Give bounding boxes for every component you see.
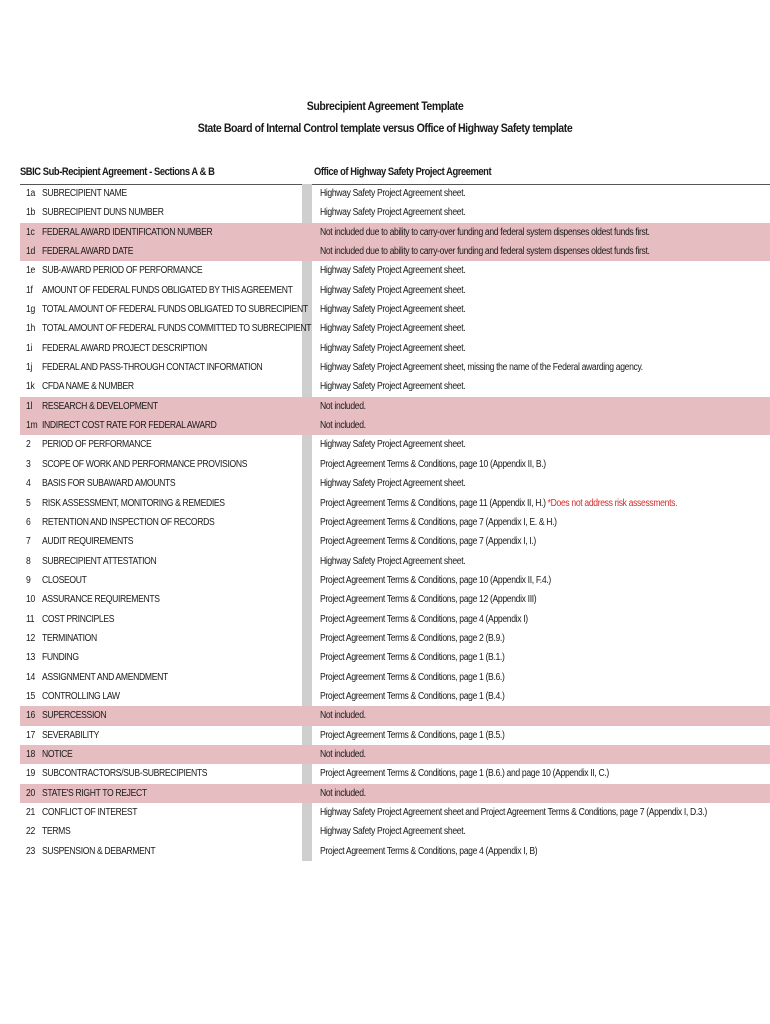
reference-text: Project Agreement Terms & Conditions, page 1 (B.4.) bbox=[320, 690, 505, 702]
section-name: RESEARCH & DEVELOPMENT bbox=[42, 400, 158, 412]
agreement-reference bbox=[320, 842, 537, 861]
agreement-reference bbox=[320, 552, 465, 571]
table-row bbox=[20, 358, 770, 377]
row-number: 1m bbox=[26, 420, 38, 432]
reference-text: Highway Safety Project Agreement sheet, missing the name of the Federal awarding agency. bbox=[320, 362, 643, 374]
row-number: 1l bbox=[26, 400, 33, 412]
table-row bbox=[20, 474, 770, 493]
table-row bbox=[20, 223, 770, 242]
comparison-table bbox=[20, 184, 770, 861]
row-number: 1c bbox=[26, 226, 35, 238]
section-name: SUBRECIPIENT DUNS NUMBER bbox=[42, 207, 164, 219]
reference-text: Highway Safety Project Agreement sheet. bbox=[320, 342, 466, 354]
row-number: 1d bbox=[26, 246, 35, 258]
section-name: FEDERAL AWARD IDENTIFICATION NUMBER bbox=[42, 226, 213, 238]
reference-text: Highway Safety Project Agreement sheet. bbox=[320, 207, 466, 219]
section-name: SUBRECIPIENT NAME bbox=[42, 188, 127, 199]
row-number: 4 bbox=[26, 478, 31, 490]
agreement-reference bbox=[320, 455, 546, 474]
agreement-reference bbox=[320, 261, 465, 280]
table-row bbox=[20, 610, 770, 629]
table-row bbox=[20, 552, 770, 571]
section-name: RISK ASSESSMENT, MONITORING & REMEDIES bbox=[42, 497, 225, 509]
table-row bbox=[20, 513, 770, 532]
section-name: TERMS bbox=[42, 826, 71, 838]
row-number: 1g bbox=[26, 304, 35, 316]
section-name: STATE'S RIGHT TO REJECT bbox=[42, 787, 147, 799]
row-number: 13 bbox=[26, 652, 35, 664]
section-name: SCOPE OF WORK AND PERFORMANCE PROVISIONS bbox=[42, 458, 248, 470]
agreement-reference bbox=[320, 281, 465, 300]
agreement-reference bbox=[320, 590, 536, 609]
reference-text: Highway Safety Project Agreement sheet. bbox=[320, 555, 466, 567]
table-row bbox=[20, 668, 770, 687]
table-row bbox=[20, 784, 770, 803]
table-row bbox=[20, 648, 770, 667]
agreement-reference bbox=[320, 687, 505, 706]
reference-text: Project Agreement Terms & Conditions, page 7 (Appendix I, E. & H.) bbox=[320, 516, 557, 528]
agreement-reference bbox=[320, 397, 366, 416]
agreement-reference bbox=[320, 803, 707, 822]
reference-text: Not included. bbox=[320, 420, 366, 432]
table-row bbox=[20, 726, 770, 745]
table-row bbox=[20, 261, 770, 280]
agreement-reference bbox=[320, 745, 366, 764]
warning-note: *Does not address risk assessments. bbox=[547, 497, 678, 509]
row-number: 3 bbox=[26, 458, 31, 470]
row-number: 23 bbox=[26, 845, 35, 857]
section-name: AMOUNT OF FEDERAL FUNDS OBLIGATED BY THIS AGREEMENT bbox=[42, 284, 293, 296]
agreement-reference bbox=[320, 764, 609, 783]
agreement-reference bbox=[320, 822, 465, 841]
table-row bbox=[20, 435, 770, 454]
section-name: FEDERAL AWARD DATE bbox=[42, 246, 134, 258]
section-name: BASIS FOR SUBAWARD AMOUNTS bbox=[42, 478, 176, 490]
agreement-reference bbox=[320, 319, 465, 338]
row-number: 1i bbox=[26, 342, 33, 354]
reference-text: Project Agreement Terms & Conditions, page 1 (B.6.) and page 10 (Appendix II, C.) bbox=[320, 768, 609, 780]
agreement-reference bbox=[320, 532, 536, 551]
section-name: PERIOD OF PERFORMANCE bbox=[42, 439, 152, 451]
reference-text: Highway Safety Project Agreement sheet. bbox=[320, 381, 466, 393]
row-number: 1a bbox=[26, 188, 35, 199]
row-number: 15 bbox=[26, 690, 35, 702]
section-name: TERMINATION bbox=[42, 632, 97, 644]
section-name: COST PRINCIPLES bbox=[42, 613, 115, 625]
table-row bbox=[20, 300, 770, 319]
agreement-reference bbox=[320, 610, 528, 629]
reference-text: Highway Safety Project Agreement sheet. bbox=[320, 188, 466, 199]
section-name: TOTAL AMOUNT OF FEDERAL FUNDS OBLIGATED TO SUBRECIPIENT bbox=[42, 304, 308, 316]
row-number: 18 bbox=[26, 748, 35, 760]
reference-text: Not included. bbox=[320, 748, 366, 760]
agreement-reference bbox=[320, 358, 643, 377]
agreement-reference bbox=[320, 300, 465, 319]
section-name: SUBRECIPIENT ATTESTATION bbox=[42, 555, 157, 567]
reference-text: Project Agreement Terms & Conditions, page 10 (Appendix II, F.4.) bbox=[320, 574, 551, 586]
agreement-reference bbox=[320, 203, 465, 222]
table-row bbox=[20, 377, 770, 396]
agreement-reference bbox=[320, 494, 677, 513]
document-titles bbox=[0, 95, 770, 139]
document-title: Subrecipient Agreement Template bbox=[306, 99, 464, 113]
agreement-reference bbox=[320, 784, 366, 803]
table-row bbox=[20, 803, 770, 822]
agreement-reference bbox=[320, 668, 505, 687]
row-number: 9 bbox=[26, 574, 31, 586]
document-subtitle: State Board of Internal Control template versus Office of Highway Safety template bbox=[197, 121, 573, 135]
table-row bbox=[20, 706, 770, 725]
row-number: 1e bbox=[26, 265, 35, 277]
table-row bbox=[20, 629, 770, 648]
agreement-reference bbox=[320, 629, 505, 648]
table-row bbox=[20, 242, 770, 261]
reference-text: Highway Safety Project Agreement sheet. bbox=[320, 323, 466, 335]
table-row bbox=[20, 203, 770, 222]
row-number: 1j bbox=[26, 362, 33, 374]
row-number: 11 bbox=[26, 613, 35, 625]
row-number: 7 bbox=[26, 536, 31, 548]
row-number: 22 bbox=[26, 826, 35, 838]
table-row bbox=[20, 764, 770, 783]
agreement-reference bbox=[320, 339, 465, 358]
table-row bbox=[20, 339, 770, 358]
section-name: INDIRECT COST RATE FOR FEDERAL AWARD bbox=[42, 420, 217, 432]
section-name: FUNDING bbox=[42, 652, 79, 664]
row-number: 8 bbox=[26, 555, 31, 567]
reference-text: Highway Safety Project Agreement sheet. bbox=[320, 826, 466, 838]
agreement-reference bbox=[320, 377, 465, 396]
agreement-reference bbox=[320, 648, 505, 667]
table-row bbox=[20, 319, 770, 338]
table-row bbox=[20, 532, 770, 551]
agreement-reference bbox=[320, 571, 551, 590]
table-row bbox=[20, 571, 770, 590]
reference-text: Project Agreement Terms & Conditions, page 7 (Appendix I, I.) bbox=[320, 536, 536, 548]
reference-text: Project Agreement Terms & Conditions, page 2 (B.9.) bbox=[320, 632, 505, 644]
section-name: CONFLICT OF INTEREST bbox=[42, 807, 138, 818]
row-number: 21 bbox=[26, 807, 35, 818]
header-ohs: Office of Highway Safety Project Agreement bbox=[314, 166, 492, 178]
agreement-reference bbox=[320, 416, 366, 435]
section-name: RETENTION AND INSPECTION OF RECORDS bbox=[42, 516, 215, 528]
table-row bbox=[20, 397, 770, 416]
agreement-reference bbox=[320, 223, 650, 242]
row-number: 6 bbox=[26, 516, 31, 528]
section-name: SUSPENSION & DEBARMENT bbox=[42, 845, 156, 857]
reference-text: Project Agreement Terms & Conditions, page 1 (B.6.) bbox=[320, 671, 505, 683]
table-row bbox=[20, 687, 770, 706]
section-name: AUDIT REQUIREMENTS bbox=[42, 536, 134, 548]
section-name: ASSIGNMENT AND AMENDMENT bbox=[42, 671, 168, 683]
reference-text: Not included. bbox=[320, 710, 366, 722]
table-row bbox=[20, 416, 770, 435]
agreement-reference bbox=[320, 474, 465, 493]
row-number: 20 bbox=[26, 787, 35, 799]
agreement-reference bbox=[320, 513, 557, 532]
row-number: 10 bbox=[26, 594, 35, 606]
section-name: SEVERABILITY bbox=[42, 729, 100, 741]
agreement-reference bbox=[320, 726, 505, 745]
reference-text: Project Agreement Terms & Conditions, page 10 (Appendix II, B.) bbox=[320, 458, 546, 470]
section-name: SUBCONTRACTORS/SUB-SUBRECIPIENTS bbox=[42, 768, 208, 780]
table-row bbox=[20, 842, 770, 861]
row-number: 2 bbox=[26, 439, 31, 451]
row-number: 16 bbox=[26, 710, 35, 722]
table-row bbox=[20, 184, 770, 203]
reference-text: Highway Safety Project Agreement sheet and Project Agreement Terms & Conditions, page 7 (Appendix I, D.3.) bbox=[320, 807, 707, 818]
agreement-reference bbox=[320, 184, 465, 203]
row-number: 12 bbox=[26, 632, 35, 644]
row-number: 14 bbox=[26, 671, 35, 683]
section-name: NOTICE bbox=[42, 748, 73, 760]
row-number: 1h bbox=[26, 323, 35, 335]
reference-text: Project Agreement Terms & Conditions, page 11 (Appendix II, H.) bbox=[320, 497, 548, 509]
reference-text: Project Agreement Terms & Conditions, page 12 (Appendix III) bbox=[320, 594, 537, 606]
row-number: 1f bbox=[26, 284, 33, 296]
header-sbic: SBIC Sub-Recipient Agreement - Sections A & B bbox=[20, 166, 215, 178]
table-row bbox=[20, 745, 770, 764]
reference-text: Project Agreement Terms & Conditions, page 1 (B.1.) bbox=[320, 652, 505, 664]
row-number: 5 bbox=[26, 497, 31, 509]
table-row bbox=[20, 590, 770, 609]
row-number: 19 bbox=[26, 768, 35, 780]
table-row bbox=[20, 494, 770, 513]
reference-text: Highway Safety Project Agreement sheet. bbox=[320, 439, 466, 451]
section-name: FEDERAL AWARD PROJECT DESCRIPTION bbox=[42, 342, 207, 354]
reference-text: Not included. bbox=[320, 400, 366, 412]
reference-text: Project Agreement Terms & Conditions, page 1 (B.5.) bbox=[320, 729, 505, 741]
section-name: TOTAL AMOUNT OF FEDERAL FUNDS COMMITTED TO SUBRECIPIENT bbox=[42, 323, 312, 335]
row-number: 1b bbox=[26, 207, 35, 219]
section-name: FEDERAL AND PASS-THROUGH CONTACT INFORMATION bbox=[42, 362, 263, 374]
section-name: ASSURANCE REQUIREMENTS bbox=[42, 594, 160, 606]
agreement-reference bbox=[320, 706, 366, 725]
section-name: CFDA NAME & NUMBER bbox=[42, 381, 134, 393]
section-name: CONTROLLING LAW bbox=[42, 690, 120, 702]
section-name: SUPERCESSION bbox=[42, 710, 107, 722]
table-row bbox=[20, 822, 770, 841]
agreement-reference bbox=[320, 435, 465, 454]
reference-text: Highway Safety Project Agreement sheet. bbox=[320, 265, 466, 277]
reference-text: Highway Safety Project Agreement sheet. bbox=[320, 284, 466, 296]
section-name: CLOSEOUT bbox=[42, 574, 87, 586]
reference-text: Highway Safety Project Agreement sheet. bbox=[320, 478, 466, 490]
reference-text: Highway Safety Project Agreement sheet. bbox=[320, 304, 466, 316]
table-row bbox=[20, 455, 770, 474]
row-number: 17 bbox=[26, 729, 35, 741]
reference-text: Project Agreement Terms & Conditions, page 4 (Appendix I, B) bbox=[320, 845, 538, 857]
reference-text: Not included. bbox=[320, 787, 366, 799]
table-header bbox=[20, 166, 770, 185]
reference-text: Not included due to ability to carry-over funding and federal system dispenses oldest funds first. bbox=[320, 226, 650, 238]
section-name: SUB-AWARD PERIOD OF PERFORMANCE bbox=[42, 265, 203, 277]
agreement-reference bbox=[320, 242, 650, 261]
table-row bbox=[20, 281, 770, 300]
reference-text: Not included due to ability to carry-over funding and federal system dispenses oldest funds first. bbox=[320, 246, 650, 258]
reference-text: Project Agreement Terms & Conditions, page 4 (Appendix I) bbox=[320, 613, 528, 625]
row-number: 1k bbox=[26, 381, 35, 393]
